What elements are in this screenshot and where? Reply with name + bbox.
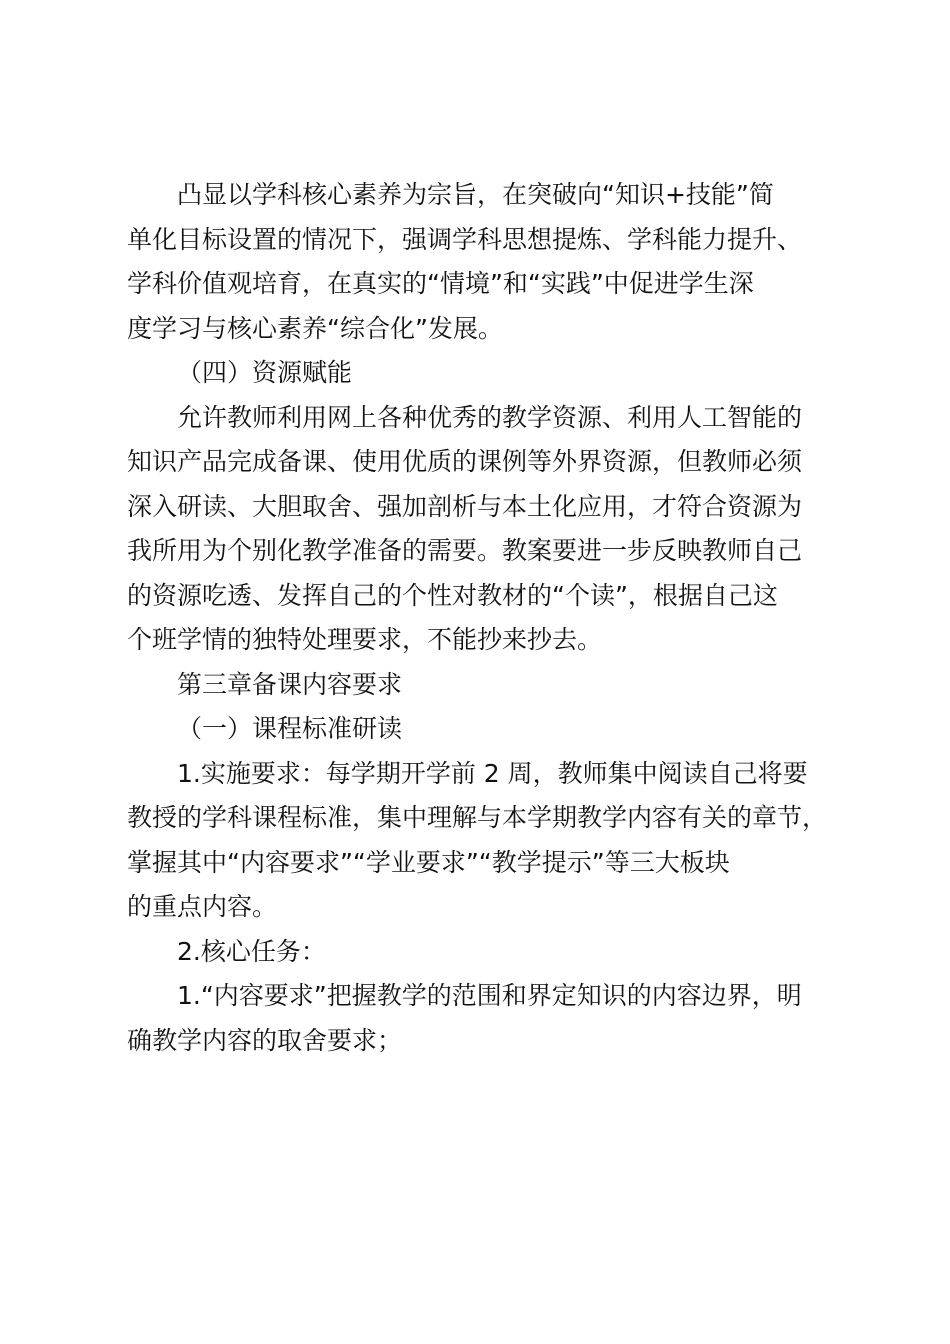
resource-paragraph [127, 396, 835, 663]
paragraph-line: 1.实施要求：每学期开学前 2 周，教师集中阅读自己将要 [177, 758, 808, 788]
section-one-heading [127, 707, 835, 752]
paragraph-line: 个班学情的独特处理要求，不能抄来抄去。 [127, 625, 603, 654]
paragraph-line: 深入研读、大胆取舍、强加剖析与本土化应用，才符合资源为 [127, 491, 803, 521]
paragraph-line: 的资源吃透、发挥自己的个性对教材的“个读”，根据自己这 [127, 580, 778, 610]
section-four-heading [127, 351, 835, 396]
heading-text: 2.核心任务： [177, 936, 326, 966]
chapter-three-heading [127, 663, 835, 708]
paragraph-line: 度学习与核心素养“综合化”发展。 [127, 313, 503, 343]
paragraph-line: 确教学内容的取舍要求； [127, 1025, 403, 1055]
paragraph-line: 的重点内容。 [127, 892, 278, 921]
document-body [127, 173, 835, 1063]
paragraph-line: 单化目标设置的情况下，强调学科思想提炼、学科能力提升、 [127, 224, 803, 254]
implementation-paragraph [127, 752, 835, 930]
heading-text: 第三章备课内容要求 [177, 669, 403, 699]
paragraph-line: 凸显以学科核心素养为宗旨，在突破向“知识+技能”简 [177, 180, 774, 209]
heading-text: （一）课程标准研读 [177, 714, 403, 743]
paragraph-line: 掌握其中“内容要求”“学业要求”“教学提示”等三大板块 [127, 847, 730, 877]
paragraph-line: 学科价值观培育，在真实的“情境”和“实践”中促进学生深 [127, 269, 754, 298]
paragraph-line: 允许教师利用网上各种优秀的教学资源、利用人工智能的 [177, 402, 803, 432]
paragraph-line: 1.“内容要求”把握教学的范围和界定知识的内容边界，明 [177, 981, 802, 1010]
core-task-heading [127, 930, 835, 975]
paragraph-line: 我所用为个别化教学准备的需要。教案要进一步反映教师自己 [127, 536, 803, 565]
core-literacy-paragraph [127, 173, 835, 351]
heading-text: （四）资源赋能 [177, 358, 353, 387]
paragraph-line: 知识产品完成备课、使用优质的课例等外界资源，但教师必须 [127, 447, 803, 476]
paragraph-line: 教授的学科课程标准，集中理解与本学期教学内容有关的章节， [127, 803, 828, 832]
content-requirement-paragraph [127, 974, 835, 1063]
